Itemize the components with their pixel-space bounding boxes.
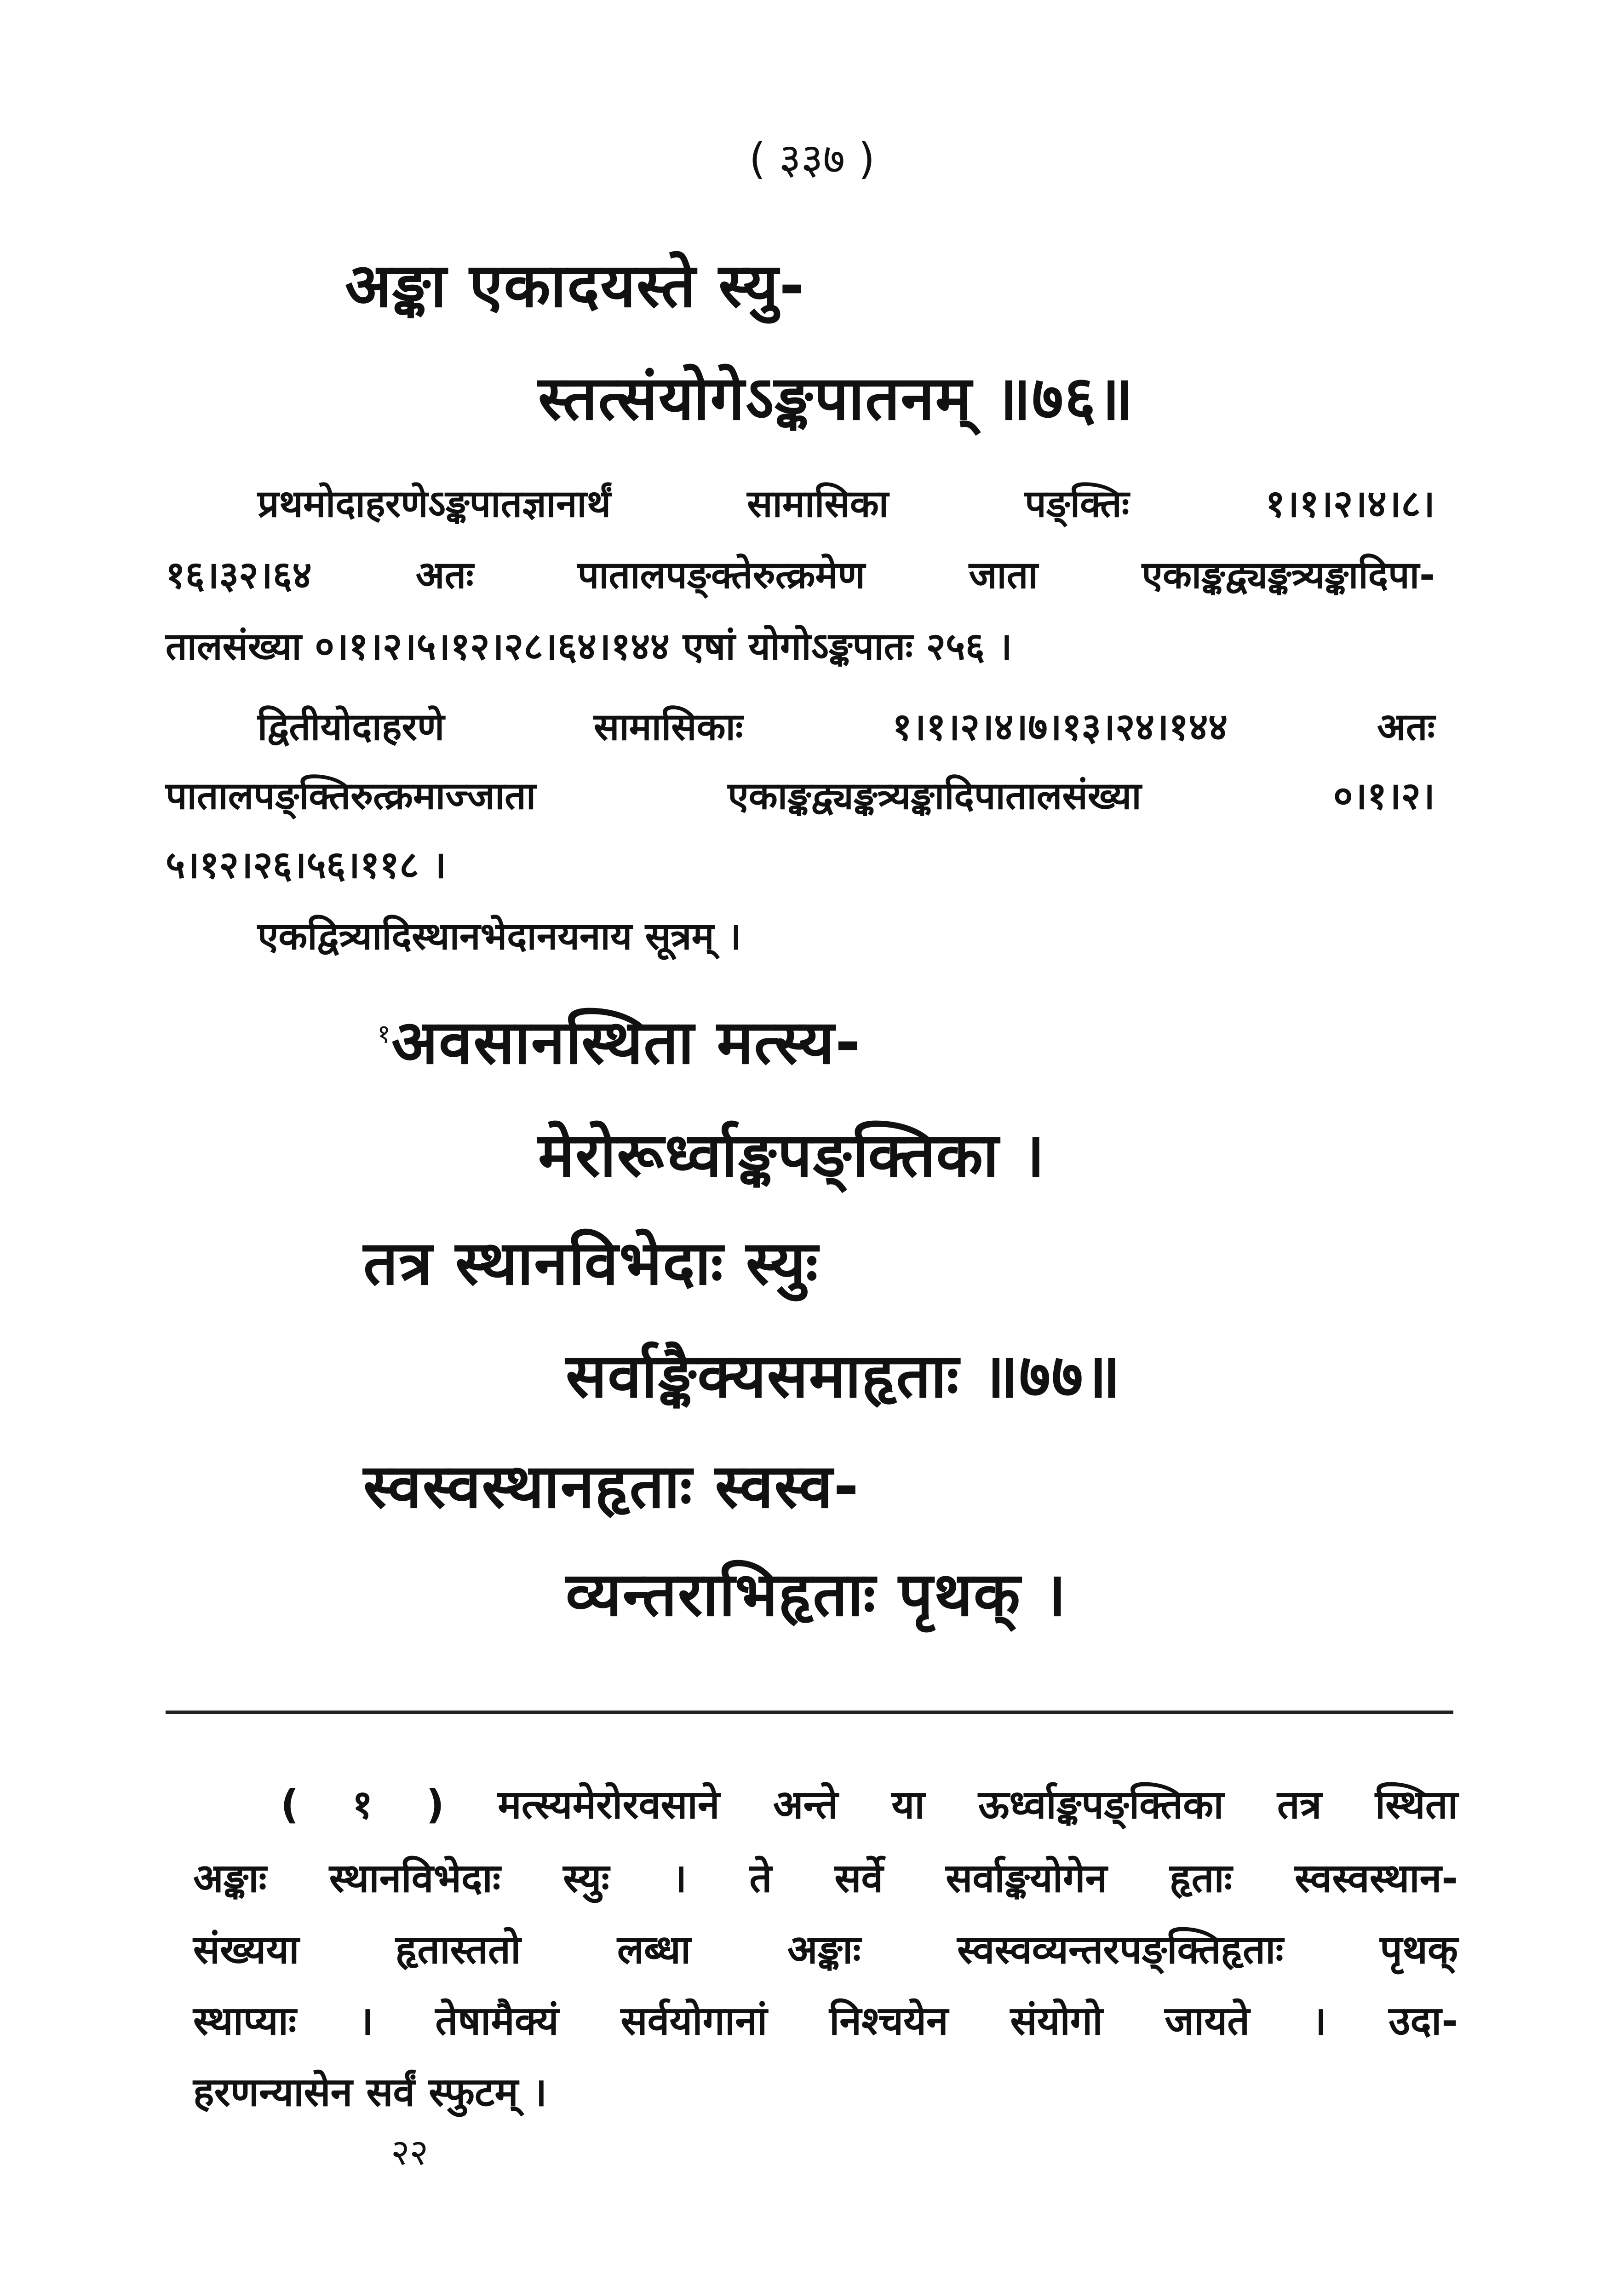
verse-76-line-1: अङ्का एकादयस्ते स्यु- [345,250,805,321]
footnote-line-1: ( १ ) मत्स्यमेरोरवसाने अन्ते या ऊर्ध्वाङ्कपङ्क्तिका तत्र स्थिता [281,1782,1458,1828]
footnote-line-2: अङ्काः स्थानविभेदाः स्युः । ते सर्वे सर्वाङ्कयोगेन हृताः स्वस्वस्थान- [193,1855,1458,1901]
verse-77-line-6: व्यन्तराभिहृताः पृथक् । [566,1559,1067,1630]
page-number: ( ३३७ ) [749,134,875,184]
footnote-line-5: हरणन्यासेन सर्वं स्फुटम् । [193,2069,547,2115]
signature-mark: २२ [391,2132,429,2173]
verse-77-line-1-text: अवसानस्थिता मत्स्य- [391,1007,861,1078]
example-1-line-1: प्रथमोदाहरणेऽङ्कपातज्ञानार्थं सामासिका पङ्क्तिः १।१।२।४।८। [258,482,1435,526]
verse-77-line-5: स्वस्वस्थानहृताः स्वस्व- [363,1451,860,1522]
footnote-line-4: स्थाप्याः । तेषामैक्यं सर्वयोगानां निश्चयेन संयोगो जायते । उदा- [193,1998,1458,2044]
verse-77-line-2: मेरोरूर्ध्वाङ्कपङ्क्तिका । [538,1120,1046,1191]
example-1-line-3: तालसंख्या ०।१।२।५।१२।२८।६४।१४४ एषां योगोऽङ्कपातः २५६ । [166,625,1012,668]
verse-76-line-2: स्तत्संयोगेऽङ्कपातनम् ॥७६॥ [538,363,1134,434]
footnote-line-3: संख्यया हृतास्ततो लब्धा अङ्काः स्वस्वव्यन्तरपङ्क्तिहृताः पृथक् [193,1927,1458,1973]
verse-77-line-4: सर्वाङ्कैक्यसमाहृताः ॥७७॥ [566,1341,1121,1411]
verse-77-line-1 [377,1007,861,1078]
example-1-line-2: १६।३२।६४ अतः पातालपङ्क्तेरुत्क्रमेण जाता एकाङ्कद्व्यङ्कत्र्यङ्कादिपा- [166,553,1435,597]
footnote-marker: १ [377,1019,392,1049]
example-2-line-2: पातालपङ्क्तिरुत्क्रमाज्जाता एकाङ्कद्व्यङ्कत्र्यङ्कादिपातालसंख्या ०।१।२। [166,774,1435,818]
verse-77-line-3: तत्र स्थानविभेदाः स्युः [363,1228,819,1299]
example-2-line-1: द्वितीयोदाहरणे सामासिकाः १।१।२।४।७।१३।२४।१४४ अतः [258,705,1435,749]
sutra-intro: एकद्वित्र्यादिस्थानभेदानयनाय सूत्रम् । [258,915,742,958]
example-2-line-3: ५।१२।२६।५६।११८ । [166,843,447,887]
footnote-divider [166,1711,1453,1714]
